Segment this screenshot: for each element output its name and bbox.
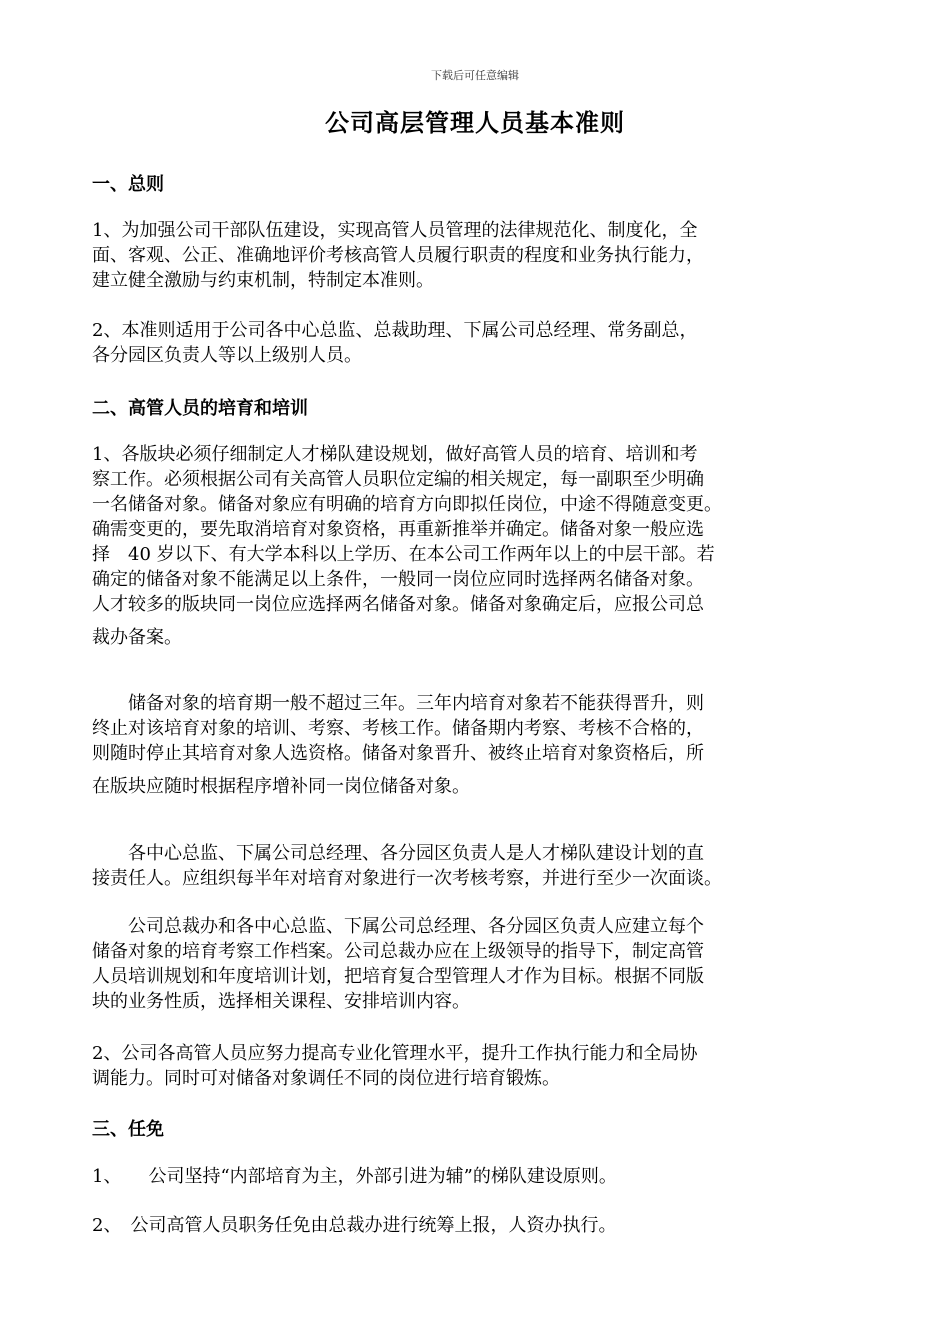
paragraph-1 — [92, 218, 862, 293]
text-line: 公司总裁办和各中心总监、下属公司总经理、各分园区负责人应建立每个 — [92, 916, 704, 937]
text-line: 一名储备对象。储备对象应有明确的培育方向即拟任岗位，中途不得随意变更。 — [92, 494, 722, 515]
text-line: 接责任人。应组织每半年对培育对象进行一次考核考察，并进行至少一次面谈。 — [92, 868, 722, 889]
text-line: 各分园区负责人等以上级别人员。 — [92, 345, 362, 366]
text-line: 各中心总监、下属公司总经理、各分园区负责人是人才梯队建设计划的直 — [92, 843, 704, 864]
text-line: 2、 公司高管人员职务任免由总裁办进行统筹上报，人资办执行。 — [92, 1215, 617, 1236]
paragraph-9 — [92, 1213, 862, 1238]
document-title: 公司高层管理人员基本准则 — [325, 108, 625, 137]
text-line: 择 40 岁以下、有大学本科以上学历、在本公司工作两年以上的中层干部。若 — [92, 544, 715, 565]
text-line: 建立健全激励与约束机制，特制定本准则。 — [92, 270, 434, 291]
text-line: 在版块应随时根据程序增补同一岗位储备对象。 — [92, 776, 470, 797]
section-heading-general: 一、总则 — [92, 174, 164, 195]
text-line: 察工作。必须根据公司有关高管人员职位定编的相关规定，每一副职至少明确 — [92, 469, 704, 490]
paragraph-6 — [92, 914, 862, 1014]
text-line: 块的业务性质，选择相关课程、安排培训内容。 — [92, 991, 470, 1012]
text-line: 裁办备案。 — [92, 627, 182, 648]
section-heading-training: 二、高管人员的培育和培训 — [92, 398, 308, 419]
text-line: 则随时停止其培育对象人选资格。储备对象晋升、被终止培育对象资格后，所 — [92, 743, 704, 764]
text-line: 面、客观、公正、准确地评价考核高管人员履行职责的程度和业务执行能力， — [92, 245, 704, 266]
paragraph-2 — [92, 318, 862, 368]
text-line: 储备对象的培育期一般不超过三年。三年内培育对象若不能获得晋升，则 — [92, 693, 704, 714]
paragraph-3 — [92, 442, 862, 650]
paragraph-7 — [92, 1041, 862, 1091]
text-line: 人才较多的版块同一岗位应选择两名储备对象。储备对象确定后，应报公司总 — [92, 594, 704, 615]
text-line: 确定的储备对象不能满足以上条件，一般同一岗位应同时选择两名储备对象。 — [92, 569, 704, 590]
text-line: 确需变更的，要先取消培育对象资格，再重新推举并确定。储备对象一般应选 — [92, 519, 704, 540]
section-heading-appointment: 三、任免 — [92, 1119, 164, 1140]
paragraph-8 — [92, 1164, 862, 1189]
text-line: 1、各版块必须仔细制定人才梯队建设规划，做好高管人员的培育、培训和考 — [92, 444, 698, 465]
text-line: 2、本准则适用于公司各中心总监、总裁助理、下属公司总经理、常务副总， — [92, 320, 698, 341]
text-line: 1、 公司坚持“内部培育为主，外部引进为辅”的梯队建设原则。 — [92, 1166, 617, 1187]
paragraph-5 — [92, 841, 862, 891]
text-line: 2、公司各高管人员应努力提高专业化管理水平，提升工作执行能力和全局协 — [92, 1043, 698, 1064]
paragraph-4 — [92, 691, 862, 799]
text-line: 1、为加强公司干部队伍建设，实现高管人员管理的法律规范化、制度化，全 — [92, 220, 698, 241]
text-line: 人员培训规划和年度培训计划，把培育复合型管理人才作为目标。根据不同版 — [92, 966, 704, 987]
text-line: 调能力。同时可对储备对象调任不同的岗位进行培育锻炼。 — [92, 1068, 560, 1089]
text-line: 储备对象的培育考察工作档案。公司总裁办应在上级领导的指导下，制定高管 — [92, 941, 704, 962]
page-header: 下载后可任意编辑 — [431, 69, 519, 82]
text-line: 终止对该培育对象的培训、考察、考核工作。储备期内考察、考核不合格的， — [92, 718, 704, 739]
